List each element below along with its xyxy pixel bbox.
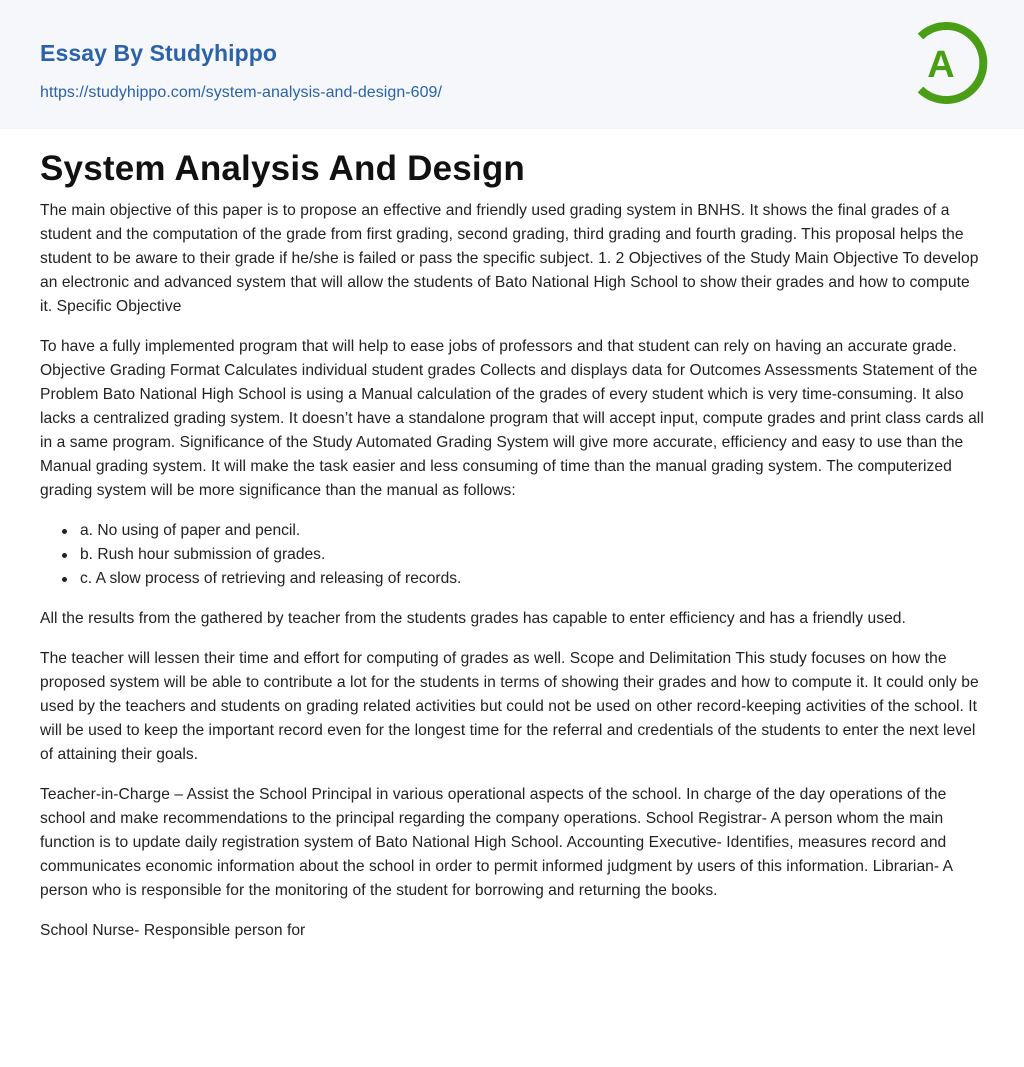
page-title: System Analysis And Design <box>40 149 525 188</box>
article <box>0 147 1024 943</box>
paragraph: The teacher will lessen their time and effort for computing of grades as well. Scope and Delimitation This study focuses on how the proposed system will be able to contribute a lot for the students in terms of showing their grades and how to compute it. It could only be used by the teachers and students on grading related activities but could not be used on other record-keeping activities of the school. It will be used to keep the important record even for the longest time for the referral and credentials of the students to enter the next level of attaining their goals. <box>40 650 979 763</box>
list-item <box>80 543 984 567</box>
list-item-text: a. No using of paper and pencil. <box>80 522 301 539</box>
paragraph: To have a fully implemented program that will help to ease jobs of professors and that student can rely on having an accurate grade. Objective Grading Format Calculates individual student grades Collects and displays data for Outcomes Assessments Statement of the Problem Bato National High School is using a Manual calculation of the grades of every student which is very time-consuming. It also lacks a centralized grading system. It doesn’t have a standalone program that will accept input, compute grades and print class cards all in a same program. Significance of the Study Automated Grading System will give more accurate, efficiency and easy to use than the Manual grading system. It will make the task easier and less consuming of time than the manual grading system. The computerized grading system will be more significance than the manual as follows: <box>40 338 984 499</box>
list-item <box>80 567 984 591</box>
paragraph: School Nurse- Responsible person for <box>40 922 306 939</box>
logo-a-circle-icon[interactable] <box>908 18 988 106</box>
paragraph: All the results from the gathered by teacher from the students grades has capable to enter efficiency and has a friendly used. <box>40 610 906 627</box>
paragraph: Teacher-in-Charge – Assist the School Principal in various operational aspects of the school. In charge of the day operations of the school and make recommendations to the principal regarding the company operations. School Registrar- A person whom the main function is to update daily registration system of Bato National High School. Accounting Executive- Identifies, measures record and communicates economic information about the school in order to permit informed judgment by users of this information. Librarian- A person who is responsible for the monitoring of the student for borrowing and returning the books. <box>40 786 953 899</box>
bullet-icon <box>62 553 67 558</box>
bullet-icon <box>62 529 67 534</box>
bullet-icon <box>62 577 67 582</box>
essay-url-link[interactable]: https://studyhippo.com/system-analysis-and-design-609/ <box>40 84 443 101</box>
paragraph: The main objective of this paper is to propose an effective and friendly used grading system in BNHS. It shows the final grades of a student and the computation of the grade from first grading, second grading, third grading and fourth grading. This proposal helps the student to be aware to their grade if he/she is failed or pass the specific subject. 1. 2 Objectives of the Study Main Objective To develop an electronic and advanced system that will allow the students of Bato National High School to show their grades and how to compute it. Specific Objective <box>40 202 979 315</box>
list-item-text: c. A slow process of retrieving and releasing of records. <box>80 570 462 587</box>
site-header <box>0 0 1024 129</box>
svg-text:A: A <box>927 44 955 86</box>
list-item <box>80 519 984 543</box>
bullet-list <box>80 519 984 591</box>
brand-title: Essay By Studyhippo <box>40 40 278 66</box>
list-item-text: b. Rush hour submission of grades. <box>80 546 326 563</box>
